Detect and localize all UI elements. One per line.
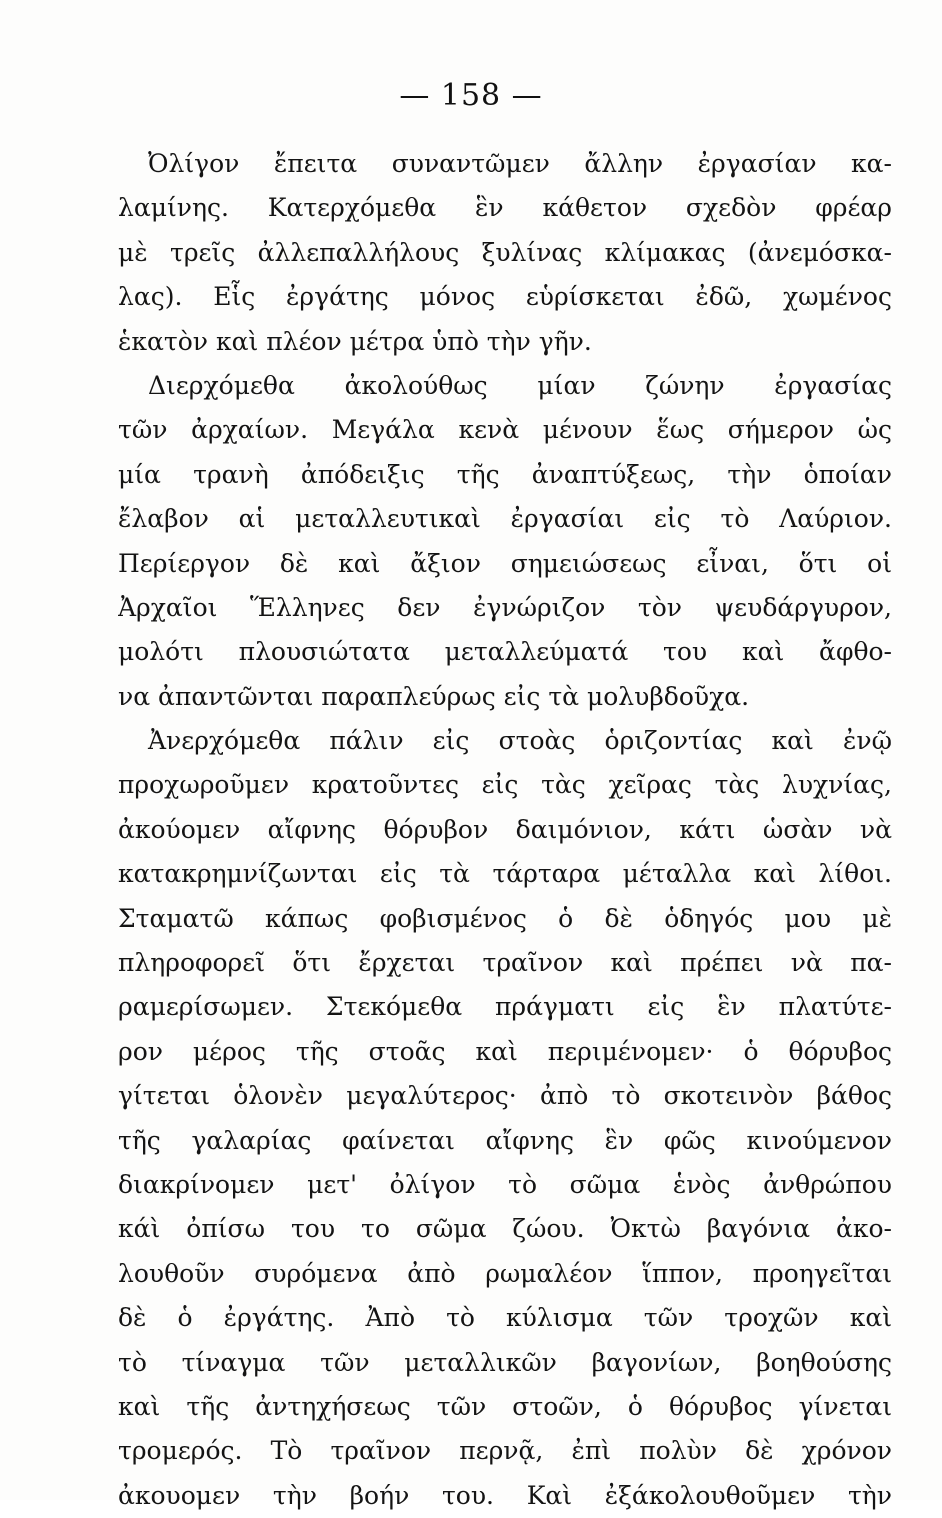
text-line: λαμίνης. Κατερχόμεθα ἓν κάθετον σχεδὸν φρέαρ xyxy=(118,193,892,223)
text-line: πληροφορεῖ ὅτι ἔρχεται τραῖνον καὶ πρέπει νὰ πα- xyxy=(118,948,892,978)
text-line: να ἀπαντῶνται παραπλεύρως εἰς τὰ μολυβδοῦχα. xyxy=(118,681,750,711)
text-line: κάὶ ὀπίσω του το σῶμα ζώου. Ὀκτὼ βαγόνια ἀκο- xyxy=(118,1214,892,1244)
text-line: ἀκουομεν τὴν βοήν του. Καὶ ἐξάκολουθοῦμεν τὴν xyxy=(118,1480,892,1510)
text-line: Ἀρχαῖοι Ἕλληνες δεν ἐγνώριζον τὸν ψευδάργυρον, xyxy=(118,592,892,622)
text-line: Ὀλίγον ἔπειτα συναντῶμεν ἄλλην ἐργασίαν κα- xyxy=(148,149,892,178)
text-line: λουθοῦν συρόμενα ἀπὸ ρωμαλέον ἵππον, προηγεῖται xyxy=(118,1258,892,1288)
text-line: τρομερός. Τὸ τραῖνον περνᾷ, ἐπὶ πολὺν δὲ χρόνον xyxy=(118,1436,892,1466)
text-line: τῶν ἀρχαίων. Μεγάλα κενὰ μένουν ἕως σήμερον ὡς xyxy=(118,415,892,445)
page-number: — 158 — xyxy=(399,78,543,113)
text-line: τῆς γαλαρίας φαίνεται αἴφνης ἓν φῶς κινούμενον xyxy=(118,1125,892,1155)
text-line: διακρίνομεν μετ' ὀλίγον τὸ σῶμα ἑνὸς ἀνθρώπου xyxy=(118,1169,892,1199)
text-line: Σταματῶ κάπως φοβισμένος ὁ δὲ ὁδηγός μου μὲ xyxy=(118,903,892,933)
text-line: τὸ τίναγμα τῶν μεταλλικῶν βαγονίων, βοηθούσης xyxy=(118,1347,892,1377)
text-line: ἀκούομεν αἴφνης θόρυβον δαιμόνιον, κάτι ὡσὰν νὰ xyxy=(118,814,892,844)
text-line: κατακρημνίζωνται εἰς τὰ τάρταρα μέταλλα καὶ λίθοι. xyxy=(118,859,892,889)
text-line: μία τρανὴ ἀπόδειξις τῆς ἀναπτύξεως, τὴν ὁποίαν xyxy=(118,459,892,489)
text-line: ἔλαβον αἱ μεταλλευτικαὶ ἐργασίαι εἰς τὸ Λαύριον. xyxy=(118,504,892,534)
text-line: μὲ τρεῖς ἀλλεπαλλήλους ξυλίνας κλίμακας (ἀνεμόσκα- xyxy=(118,237,892,267)
text-line: προχωροῦμεν κρατοῦντες εἰς τὰς χεῖρας τὰς λυχνίας, xyxy=(118,770,892,800)
text-line: ἑκατὸν καὶ πλέον μέτρα ὑπὸ τὴν γῆν. xyxy=(118,326,592,356)
text-line: δὲ ὁ ἐργάτης. Ἀπὸ τὸ κύλισμα τῶν τροχῶν καὶ xyxy=(118,1303,892,1333)
text-line: Διερχόμεθα ἀκολούθως μίαν ζώνην ἐργασίας xyxy=(148,370,892,400)
text-line: καὶ τῆς ἀντηχήσεως τῶν στοῶν, ὁ θόρυβος γίνεται xyxy=(118,1391,892,1421)
text-line: μολότι πλουσιώτατα μεταλλεύματά του καὶ ἄφθο- xyxy=(118,637,892,667)
text-line: λας). Εἷς ἐργάτης μόνος εὑρίσκεται ἐδῶ, χωμένος xyxy=(118,282,892,312)
text-line: Περίεργον δὲ καὶ ἄξιον σημειώσεως εἶναι, ὅτι οἱ xyxy=(118,548,892,578)
text-line: γίτεται ὁλονὲν μεγαλύτερος· ἀπὸ τὸ σκοτεινὸν βάθος xyxy=(118,1081,892,1111)
text-line: ρον μέρος τῆς στοᾶς καὶ περιμένομεν· ὁ θόρυβος xyxy=(118,1036,892,1066)
body-text xyxy=(118,142,892,1518)
text-line: Ἀνερχόμεθα πάλιν εἰς στοὰς ὁριζοντίας καὶ ἐνῷ xyxy=(148,726,892,756)
text-line: ραμερίσωμεν. Στεκόμεθα πράγματι εἰς ἓν πλατύτε- xyxy=(118,992,892,1022)
